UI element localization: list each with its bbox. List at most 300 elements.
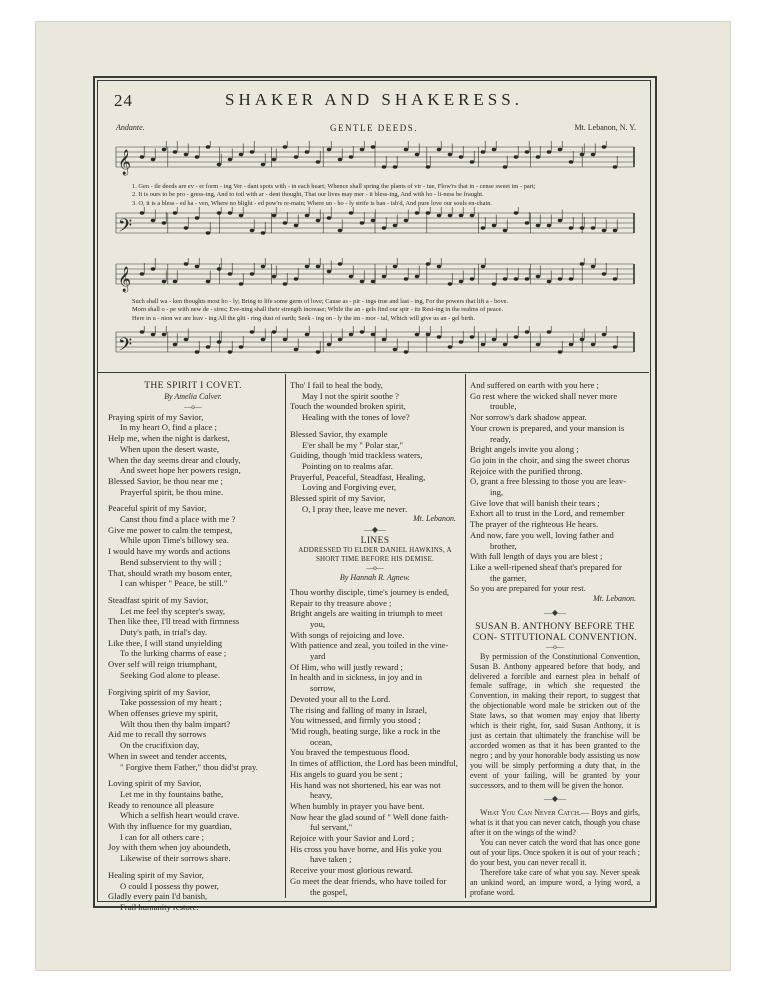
poem-line: When humbly in prayer you have bent.: [290, 800, 425, 811]
poem-line: " Forgive them Father," thou did'st pray.: [120, 761, 258, 772]
poem-line: have taken ;: [310, 854, 352, 865]
note-head: [283, 338, 288, 341]
note-head: [382, 338, 387, 341]
note-head: [525, 221, 530, 224]
poem-line: Nor sorrow's dark shadow appear.: [470, 412, 587, 423]
note-head: [393, 165, 398, 168]
poem-line: Ready to renounce all pleasure: [108, 799, 214, 810]
poem-byline: By Hannah R. Agnew.: [339, 573, 411, 583]
note-head: [591, 343, 596, 346]
note-head: [360, 221, 365, 224]
note-head: [580, 262, 585, 265]
poem-line: Forgiving spirit of my Savior,: [108, 686, 211, 697]
note-head: [514, 155, 519, 158]
poem-line: Then like thee, I'll tread with firmness: [108, 616, 240, 627]
note-head: [547, 224, 552, 227]
note-head: [184, 153, 189, 156]
note-head: [294, 348, 299, 351]
note-head: [558, 350, 563, 353]
note-head: [547, 280, 552, 283]
note-head: [360, 330, 365, 333]
note-head: [404, 219, 409, 222]
poem-line: Healing with the tones of love?: [302, 412, 410, 423]
article-body: [470, 652, 640, 791]
poem-line: Receive your most glorious reward.: [290, 865, 413, 876]
poem-line: When upon the desert waste,: [120, 443, 220, 454]
note-head: [558, 148, 563, 151]
poem-line: Likewise of their sorrows share.: [120, 853, 231, 864]
note-head: [371, 333, 376, 336]
song-tempo: Andante.: [116, 123, 145, 132]
note-head: [327, 148, 332, 151]
note-head: [492, 148, 497, 151]
note-head: [195, 350, 200, 353]
poem-line: O, grant a free blessing to those you are leav-: [470, 476, 627, 487]
poem-title: THE SPIRIT I COVET.: [144, 380, 242, 391]
treble-clef-icon: 𝄞: [118, 150, 132, 175]
note-head: [217, 163, 222, 166]
poem-line: Peaceful spirit of my Savior,: [108, 503, 207, 514]
poem-line: brother,: [490, 540, 517, 551]
note-head: [294, 277, 299, 280]
note-head: [316, 350, 321, 353]
poem-line: In times of affliction, the Lord has been mindful,: [290, 758, 458, 769]
poem-line: the garner,: [490, 572, 527, 583]
note-head: [525, 277, 530, 280]
note-head: [448, 345, 453, 348]
note-head: [283, 145, 288, 148]
poem-line: Prayerful spirit, be thou mine.: [120, 486, 224, 497]
note-head: [371, 280, 376, 283]
note-head: [239, 153, 244, 156]
note-head: [415, 153, 420, 156]
note-head: [338, 158, 343, 161]
poem-line: yard: [310, 651, 326, 662]
note-head: [261, 265, 266, 268]
note-head: [470, 214, 475, 217]
poem-line: And sweet hope her powers resign,: [120, 465, 241, 476]
note-head: [195, 216, 200, 219]
poem-body-continued: [290, 380, 460, 514]
poem-line: Exhort all to trust in the Lord, and remember: [470, 508, 625, 519]
poem-line: Gladly every pain I'd banish,: [108, 891, 208, 902]
note-head: [305, 333, 310, 336]
note-head: [217, 211, 222, 214]
note-head: [140, 155, 145, 158]
poem-line: Give love that will banish their tears ;: [470, 497, 600, 508]
note-head: [316, 265, 321, 268]
poem-line: Pointing on to realms afar.: [302, 460, 393, 471]
poem-line: That, should wrath my bosom enter,: [108, 567, 233, 578]
poem-line: The prayer of the righteous He hears.: [470, 519, 599, 530]
poem-line: You witnessed, and firmly you stood ;: [290, 715, 421, 726]
note-head: [327, 343, 332, 346]
poem-line: O, I pray thee, leave me never.: [302, 503, 408, 514]
poem-line: Like thee, I will stand unyielding: [108, 637, 223, 648]
note-head: [437, 148, 442, 151]
note-head: [459, 280, 464, 283]
note-head: [162, 280, 167, 283]
poem-line: ocean,: [310, 736, 333, 747]
note-head: [360, 148, 365, 151]
note-head: [426, 262, 431, 265]
note-head: [569, 160, 574, 163]
note-head: [151, 219, 156, 222]
note-head: [272, 158, 277, 161]
poem-line: Prayerful, Peaceful, Steadfast, Healing,: [290, 471, 426, 482]
lyric-line: Such shall wa - ken thoughts most ho - ly; Bring to life some germ of love; Cause as - pir - ings true and last - ing, For the powers that lift a - bove.: [132, 298, 509, 305]
poem-line: Let me in thy fountains bathe,: [120, 788, 224, 799]
poem-line: The rising and falling of many in Israel,: [290, 704, 427, 715]
poem-line: ful servant,": [310, 822, 353, 833]
poem-line: Praying spirit of my Savior,: [108, 411, 204, 422]
note-head: [305, 150, 310, 153]
note-head: [239, 214, 244, 217]
note-head: [580, 338, 585, 341]
note-head: [470, 335, 475, 338]
note-head: [426, 333, 431, 336]
note-head: [536, 275, 541, 278]
note-head: [569, 226, 574, 229]
note-head: [393, 265, 398, 268]
poem-line: With songs of rejoicing and love.: [290, 629, 405, 640]
poem-line: I would have my words and actions: [108, 546, 231, 557]
note-head: [184, 262, 189, 265]
poem-line: And suffered on earth with you here ;: [470, 380, 599, 390]
poem-line: ing,: [490, 487, 504, 498]
note-head: [459, 340, 464, 343]
note-head: [602, 145, 607, 148]
note-head: [272, 214, 277, 217]
note-head: [283, 282, 288, 285]
poem-line: Go meet the dear friends, who have toiled for: [290, 875, 447, 886]
poem-line: Go join in the choir, and sing the sweet chorus: [470, 454, 630, 465]
note-head: [514, 335, 519, 338]
poem-line: E'er shall be my " Polar star,": [302, 439, 404, 450]
note-head: [316, 219, 321, 222]
bass-staff-1: [108, 207, 640, 243]
note-head: [393, 348, 398, 351]
note-head: [294, 155, 299, 158]
poem-line: Help me, when the night is darkest,: [108, 433, 230, 444]
note-head: [327, 270, 332, 273]
song-lyrics-1: [132, 183, 630, 208]
note-head: [448, 214, 453, 217]
note-head: [536, 155, 541, 158]
poem-line: Guiding, though 'mid trackless waters,: [290, 450, 423, 461]
note-head: [426, 165, 431, 168]
lyric-line: 3. O, it is a bless - ed ha - ven, Where no blight - ed pow'rs re-main; Where un - ho - ly strife is ban - ish'd, And pure love our souls en-chain.: [132, 199, 493, 207]
note-head: [514, 211, 519, 214]
note-head: [437, 335, 442, 338]
note-head: [547, 330, 552, 333]
note-paragraph: You can never catch the word that has once gone out of your lips. Once spoken it is out of your reach ; do your best, you can never recall it.: [470, 838, 640, 867]
poem-line: Rejoice with your Savior and Lord ;: [290, 833, 415, 844]
poem-line: Loving and Forgiving ever,: [302, 482, 397, 493]
poem-line: Go rest where the wicked shall never more: [470, 390, 618, 401]
note-head: [371, 219, 376, 222]
note-head: [514, 277, 519, 280]
poem-line: heavy,: [310, 790, 333, 801]
note-head: [525, 330, 530, 333]
poem-line: You braved the tempestuous flood.: [290, 747, 410, 758]
note-head: [415, 333, 420, 336]
poem-body: [108, 412, 278, 913]
note-body: [470, 808, 640, 897]
poem-line: With full length of days you are blest ;: [470, 551, 603, 562]
column-right: [470, 380, 640, 898]
note-head: [173, 280, 178, 283]
poem-line: O could I possess thy power,: [120, 880, 219, 891]
note-head: [415, 211, 420, 214]
note-head: [162, 221, 167, 224]
poem-byline: By Amelia Calver.: [164, 392, 222, 401]
treble-staff-1: [108, 141, 640, 181]
poem-line: Which a selfish heart would crave.: [120, 810, 240, 821]
note-head: [591, 265, 596, 268]
note-head: [371, 145, 376, 148]
poem-line: Wilt thou then thy balm impart?: [120, 718, 231, 729]
treble-clef-icon: 𝄞: [118, 267, 132, 292]
note-head: [228, 350, 233, 353]
column-middle: [290, 380, 460, 897]
poem-line: In my heart O, find a place ;: [120, 422, 217, 433]
note-head: [525, 150, 530, 153]
note-head: [448, 282, 453, 285]
note-head: [151, 333, 156, 336]
note-head: [173, 343, 178, 346]
note-head: [602, 272, 607, 275]
note-head: [613, 229, 618, 232]
note-head: [228, 158, 233, 161]
column-left: [108, 380, 278, 913]
note-head: [602, 229, 607, 232]
note-head: [239, 345, 244, 348]
song-lyrics-2: [132, 298, 630, 323]
poem-line: In health and in sickness, in joy and in: [290, 672, 422, 683]
note-head: [481, 343, 486, 346]
masthead: SHAKER AND SHAKERESS.: [225, 90, 523, 109]
poem-line: To the lurking charms of ease ;: [120, 648, 227, 659]
poem-body: [290, 587, 460, 897]
note-head: [250, 150, 255, 153]
poem-line: Over self will reign triumphant,: [108, 659, 218, 670]
poem-line: 'Mid rough, beating surge, like a rock in the: [290, 725, 441, 736]
note-head: [140, 272, 145, 275]
note-head: [349, 275, 354, 278]
poem-line: Bright angels invite you along ;: [470, 444, 579, 455]
poem-signature: Mt. Lebanon.: [413, 514, 456, 524]
note-head: [503, 277, 508, 280]
poem-line: you,: [310, 618, 326, 629]
note-head: [184, 226, 189, 229]
poem-line: Duty's path, in trial's day.: [120, 627, 208, 638]
note-head: [569, 277, 574, 280]
note-head: [162, 333, 167, 336]
note-head: [580, 153, 585, 156]
poem-line: Bend subservient to thy will ;: [120, 556, 222, 567]
column-divider: [285, 374, 286, 898]
poem-line: Devoted your all to the Lord.: [290, 693, 391, 704]
note-head: [536, 343, 541, 346]
song-place: Mt. Lebanon, N. Y.: [574, 123, 636, 132]
poem-line: Your crown is prepared, and your mansion is: [470, 422, 625, 433]
note-head: [338, 229, 343, 232]
poem-line: His angels to guard you be sent ;: [290, 768, 403, 779]
note-text: — Boys and girls, what is it that you can never catch, though you chase after it on the wings of the wind?: [470, 808, 640, 838]
note-head: [503, 343, 508, 346]
page-header: [108, 88, 640, 114]
note-head: [569, 343, 574, 346]
poem-line: Bright angels are waiting in triumph to meet: [290, 608, 443, 619]
note-head: [591, 226, 596, 229]
poem-line: Give me power to calm the tempest,: [108, 524, 233, 535]
poem-line: Rejoice with the purified throng.: [470, 465, 583, 476]
note-paragraph: Therefore take care of what you say. Never speak an unkind word, an impure word, a lying word, a profane word.: [470, 867, 640, 897]
note-head: [283, 221, 288, 224]
note-head: [338, 338, 343, 341]
note-head: [228, 211, 233, 214]
poem-line: Tho' I fail to heal the body,: [290, 380, 383, 390]
ornament: —o—: [184, 402, 202, 411]
poem-line: Blessed Savior, be thou near me ;: [108, 475, 223, 486]
poem-line: Of Him, who will justly reward ;: [290, 661, 403, 672]
note-head: [173, 150, 178, 153]
note-head: [459, 214, 464, 217]
note-head: [162, 148, 167, 151]
music-text-divider: [97, 372, 649, 373]
note-head: [327, 216, 332, 219]
poem-line: I can for all others care ;: [120, 831, 204, 842]
note-head: [206, 280, 211, 283]
bass-clef-icon: 𝄢: [118, 335, 133, 360]
poem-line: Joy with them when joy aboundeth,: [108, 842, 231, 853]
separator: —◆—: [543, 794, 567, 804]
poem-line: While upon Time's billowy sea.: [120, 535, 229, 546]
poem-line: trouble,: [490, 401, 517, 412]
note-head: [349, 155, 354, 158]
poem-body-continued: [470, 380, 640, 594]
note-head: [580, 226, 585, 229]
note-head: [591, 153, 596, 156]
treble-staff-2: [108, 258, 640, 298]
poem-line: When offenses grieve my spirit,: [108, 707, 218, 718]
bass-staff-2: [108, 326, 640, 362]
note-head: [613, 345, 618, 348]
note-head: [316, 160, 321, 163]
note-head: [437, 265, 442, 268]
poem-line: And now, fare you well, loving father and: [470, 529, 614, 540]
note-paragraph: [470, 808, 640, 838]
note-head: [492, 282, 497, 285]
note-head: [470, 277, 475, 280]
note-head: [382, 275, 387, 278]
note-head: [338, 262, 343, 265]
lyric-line: Here in u - nion we are leav - ing All the glit - ring dust of earth; Seek - ing on - ly the im - mor - tal, Which will give us an - gel birth.: [132, 314, 475, 322]
poem-title: LINES: [360, 535, 390, 547]
note-head: [360, 280, 365, 283]
note-head: [613, 165, 618, 168]
note-head: [393, 224, 398, 227]
note-head: [536, 224, 541, 227]
note-title: What You Can Never Catch.: [480, 808, 581, 818]
note-head: [404, 350, 409, 353]
poem-line: Blessed spirit of my Savior,: [290, 493, 386, 504]
note-head: [305, 265, 310, 268]
poem-line: the gospel,: [310, 886, 348, 897]
note-head: [140, 330, 145, 333]
poem-signature: Mt. Lebanon.: [593, 594, 636, 604]
note-head: [558, 277, 563, 280]
note-head: [503, 229, 508, 232]
poem-line: Now hear the glad sound of " Well done faith-: [290, 811, 449, 822]
note-head: [184, 338, 189, 341]
song-meta: [108, 123, 640, 135]
poem-line: When the day seems drear and cloudy,: [108, 454, 241, 465]
note-head: [558, 219, 563, 222]
note-head: [217, 340, 222, 343]
song-system-1: [108, 123, 640, 241]
note-head: [547, 150, 552, 153]
note-head: [305, 214, 310, 217]
note-head: [151, 158, 156, 161]
song-system-2: [108, 256, 640, 368]
article-paragraph: By permission of the Constitutional Convention, Susan B. Anthony appeared before that body, and delivered a forcible and earnest plea in behalf of female suffrage, in which she requested the Convention, in making their report, to suggest that the objectionable word male be stricken out of the State laws, so that women may enjoy that liberty which is their right, for, said Susan Anthony, it is just as certain that ultimately the franchise will be accorded women as that it has been granted to the negro ; and by your honorable body assisting us now you will be simply performing a duty that, in the event of your failing, will be granted by your successors, and to them will be given the honor.: [470, 651, 640, 790]
note-head: [195, 155, 200, 158]
note-head: [151, 267, 156, 270]
note-head: [470, 160, 475, 163]
note-head: [272, 275, 277, 278]
note-head: [228, 272, 233, 275]
note-head: [250, 330, 255, 333]
poem-line: His hand was not shortened, his ear was not: [290, 779, 441, 790]
poem-line: Canst thou find a place with me ?: [120, 514, 236, 525]
note-head: [613, 277, 618, 280]
song-title: GENTLE DEEDS.: [330, 123, 418, 133]
note-head: [481, 226, 486, 229]
note-head: [459, 155, 464, 158]
poem-subtitle: ADDRESSED TO ELDER DANIEL HAWKINS, A SHORT TIME BEFORE HIS DEMISE.: [298, 546, 452, 564]
ornament: —o—: [366, 564, 384, 573]
poem-line: Thou worthy disciple, time's journey is ended,: [290, 586, 450, 597]
note-head: [173, 211, 178, 214]
poem-line: I can whisper " Peace, be still.": [120, 578, 228, 589]
lyric-line: 2. It is ours to be pro - gress-ing, And to toil with ar - dent thought, That our lives may mer - it bless-ing, And with ho - li-ness be fraught.: [132, 191, 484, 199]
poem-line: ready,: [490, 433, 511, 444]
note-head: [349, 333, 354, 336]
note-head: [382, 226, 387, 229]
note-head: [195, 265, 200, 268]
note-head: [140, 211, 145, 214]
poem-line: Loving spirit of my Savior,: [108, 778, 202, 789]
note-head: [492, 224, 497, 227]
note-head: [261, 338, 266, 341]
note-head: [602, 333, 607, 336]
poem-line: When in sweet and tender accents,: [108, 750, 227, 761]
poem-line: sorrow,: [310, 683, 336, 694]
note-head: [349, 211, 354, 214]
note-head: [448, 153, 453, 156]
note-head: [481, 265, 486, 268]
poem-line: On the crucifixion day,: [120, 740, 200, 751]
note-head: [404, 277, 409, 280]
poem-line: Frail humanity restore.: [120, 901, 199, 912]
poem-line: Aid me to recall thy sorrows: [108, 729, 207, 740]
poem-line: May I not the spirit soothe ?: [302, 390, 399, 401]
note-head: [206, 231, 211, 234]
poem-line: Like a well-ripened sheaf that's prepared for: [470, 561, 622, 572]
poem-line: Take possession of my heart ;: [120, 697, 222, 708]
